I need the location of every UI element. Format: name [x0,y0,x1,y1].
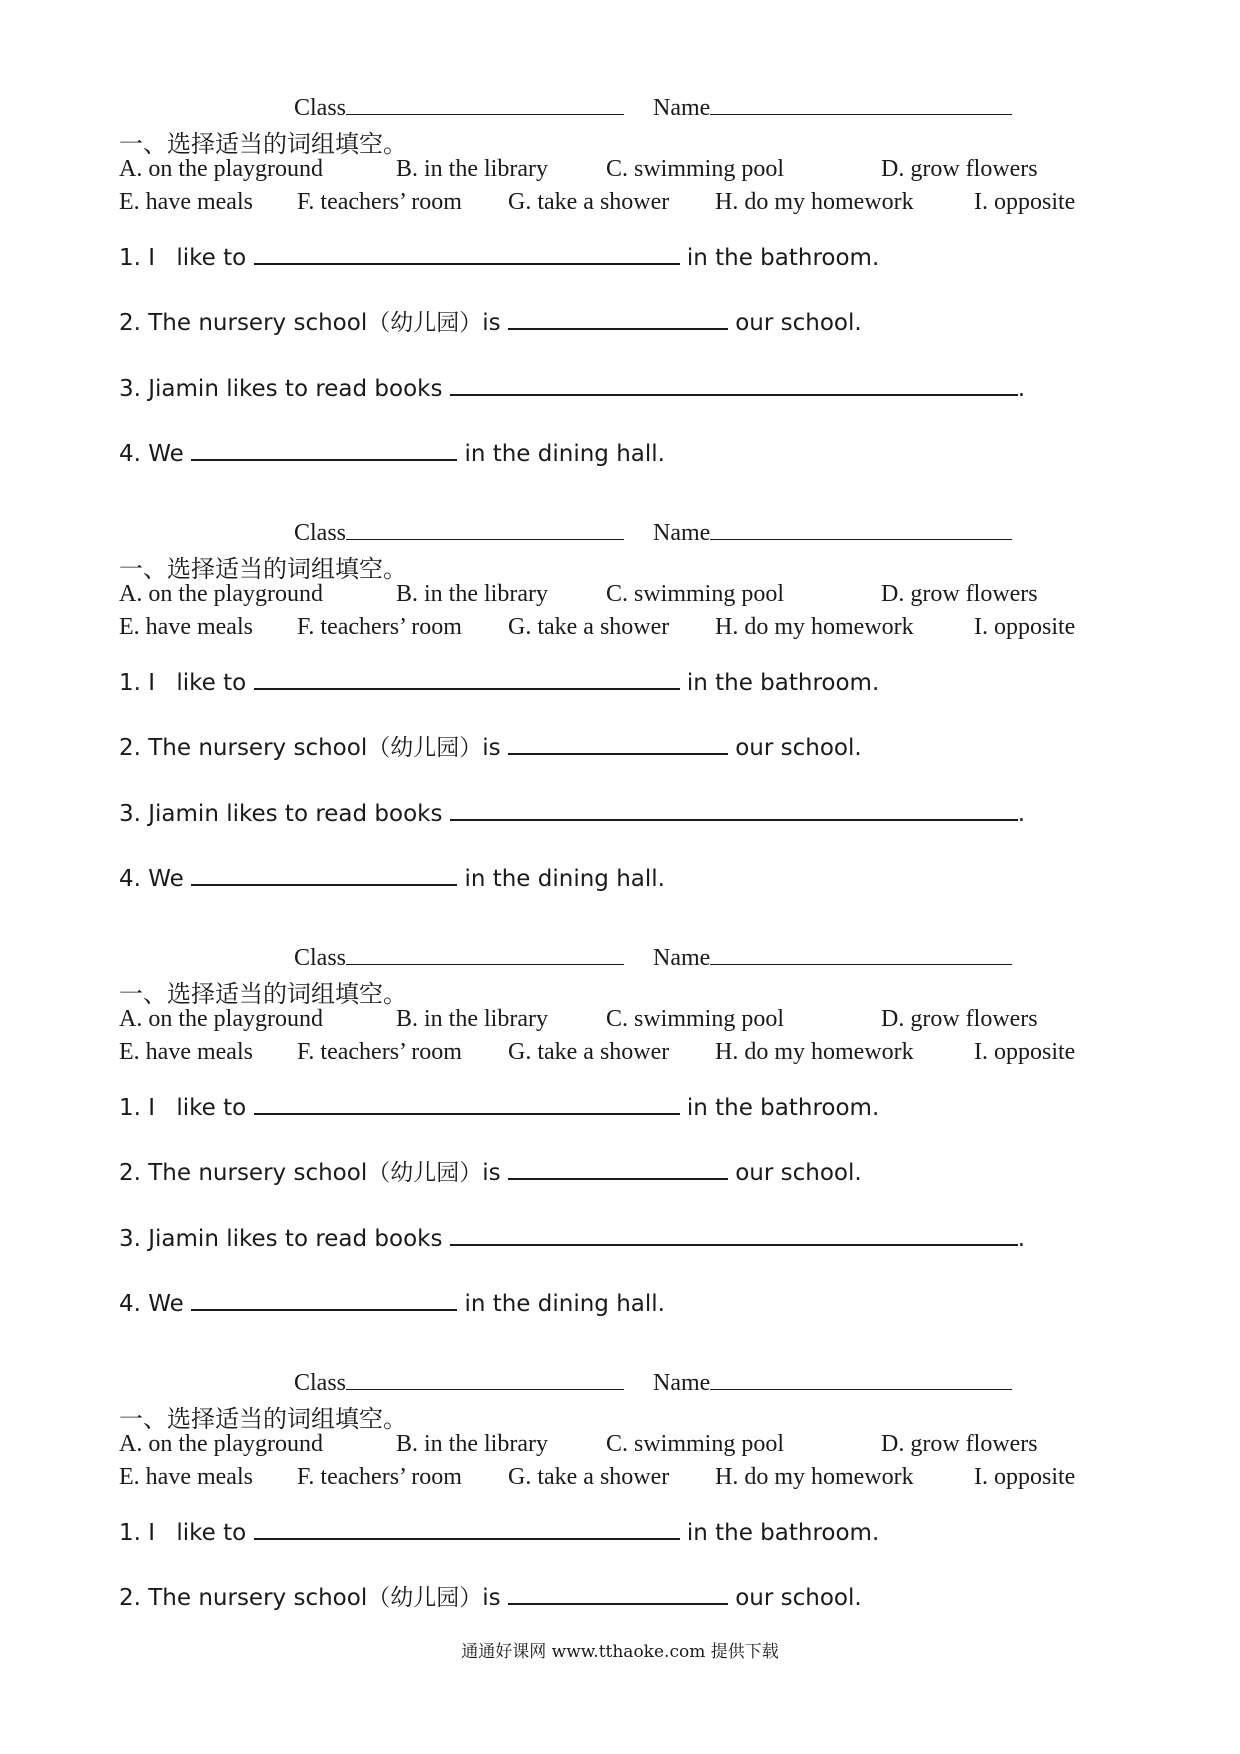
option-e: E. have meals [119,1464,253,1490]
question-number: 1. [119,670,141,696]
question-2 [119,304,862,337]
class-label: Class [294,95,347,121]
answer-blank[interactable] [508,1579,728,1605]
option-c: C. swimming pool [606,1006,785,1032]
question-text-end: in the dining hall. [464,866,665,892]
name-field [653,517,1012,547]
question-text-end: . [1017,801,1026,827]
option-h: H. do my homework [715,1464,914,1490]
option-d: D. grow flowers [881,156,1038,182]
option-b: B. in the library [396,1431,548,1457]
question-text-end: in the bathroom. [686,1095,880,1121]
answer-blank[interactable] [254,664,680,690]
question-number: 1. [119,1520,141,1546]
name-blank[interactable] [710,92,1012,115]
question-text-end: . [1017,1226,1026,1252]
question-text-end: our school. [735,1160,862,1186]
question-1 [119,239,879,271]
question-3 [119,370,1025,402]
name-field [653,92,1012,122]
class-label: Class [294,520,347,546]
option-f: F. teachers’ room [297,1464,462,1490]
answer-blank[interactable] [450,1220,1018,1246]
question-1 [119,1089,879,1121]
worksheet-block [0,425,1240,892]
question-1 [119,664,879,696]
answer-blank[interactable] [450,370,1018,396]
question-text-end: our school. [735,310,862,336]
option-f: F. teachers’ room [297,189,462,215]
question-number: 1. [119,245,141,271]
question-text: 2. The nursery school（幼儿园）is [119,1160,501,1186]
option-i: I. opposite [974,1464,1076,1490]
option-e: E. have meals [119,189,253,215]
question-2 [119,1154,862,1187]
question-text: 3. Jiamin likes to read books [119,376,443,402]
question-text-end: in the bathroom. [686,670,880,696]
question-text-end: in the bathroom. [686,245,880,271]
section-title: 一、选择适当的词组填空。 [119,1407,407,1433]
name-blank[interactable] [710,517,1012,540]
option-d: D. grow flowers [881,581,1038,607]
option-b: B. in the library [396,1006,548,1032]
name-label: Name [653,520,711,546]
option-e: E. have meals [119,614,253,640]
question-2 [119,1579,862,1612]
answer-blank[interactable] [254,239,680,265]
option-i: I. opposite [974,614,1076,640]
class-field [294,1367,624,1397]
option-d: D. grow flowers [881,1431,1038,1457]
question-1 [119,1514,879,1546]
worksheet-block [0,850,1240,1317]
question-2 [119,729,862,762]
question-subject: I [148,245,156,271]
option-e: E. have meals [119,1039,253,1065]
class-blank[interactable] [346,1367,624,1390]
option-d: D. grow flowers [881,1006,1038,1032]
question-text: 4. We [119,1291,184,1317]
question-text: like to [176,245,247,271]
footer-credit: 通通好课网 www.tthaoke.com 提供下载 [461,1642,779,1662]
name-blank[interactable] [710,942,1012,965]
name-label: Name [653,1370,711,1396]
section-title: 一、选择适当的词组填空。 [119,982,407,1008]
class-field [294,517,624,547]
class-field [294,92,624,122]
question-text: like to [176,1520,247,1546]
option-i: I. opposite [974,189,1076,215]
option-g: G. take a shower [508,1464,670,1490]
question-text: 2. The nursery school（幼儿园）is [119,1585,501,1611]
option-a: A. on the playground [119,1431,323,1457]
class-label: Class [294,1370,347,1396]
question-text: like to [176,1095,247,1121]
question-text: like to [176,670,247,696]
section-title: 一、选择适当的词组填空。 [119,557,407,583]
option-g: G. take a shower [508,189,670,215]
question-subject: I [148,670,156,696]
question-text: 2. The nursery school（幼儿园）is [119,310,501,336]
option-c: C. swimming pool [606,1431,785,1457]
name-label: Name [653,95,711,121]
option-i: I. opposite [974,1039,1076,1065]
question-text-end: in the bathroom. [686,1520,880,1546]
option-b: B. in the library [396,156,548,182]
question-text: 3. Jiamin likes to read books [119,1226,443,1252]
option-a: A. on the playground [119,156,323,182]
question-text-end: our school. [735,1585,862,1611]
answer-blank[interactable] [254,1514,680,1540]
question-text-end: in the dining hall. [464,1291,665,1317]
option-b: B. in the library [396,581,548,607]
class-blank[interactable] [346,92,624,115]
option-a: A. on the playground [119,1006,323,1032]
question-subject: I [148,1095,156,1121]
question-text: 4. We [119,441,184,467]
option-f: F. teachers’ room [297,1039,462,1065]
worksheet-block [0,1275,1240,1635]
question-text: 3. Jiamin likes to read books [119,801,443,827]
question-subject: I [148,1520,156,1546]
question-text: 4. We [119,866,184,892]
option-a: A. on the playground [119,581,323,607]
answer-blank[interactable] [450,795,1018,821]
option-c: C. swimming pool [606,156,785,182]
name-label: Name [653,945,711,971]
option-g: G. take a shower [508,1039,670,1065]
option-h: H. do my homework [715,189,914,215]
name-blank[interactable] [710,1367,1012,1390]
question-text-end: our school. [735,735,862,761]
worksheet-block [0,0,1240,467]
question-3 [119,1220,1025,1252]
answer-blank[interactable] [508,304,728,330]
name-field [653,1367,1012,1397]
class-blank[interactable] [346,942,624,965]
question-text-end: in the dining hall. [464,441,665,467]
option-c: C. swimming pool [606,581,785,607]
class-label: Class [294,945,347,971]
answer-blank[interactable] [508,1154,728,1180]
answer-blank[interactable] [254,1089,680,1115]
question-text-end: . [1017,376,1026,402]
option-f: F. teachers’ room [297,614,462,640]
option-h: H. do my homework [715,1039,914,1065]
class-field [294,942,624,972]
question-3 [119,795,1025,827]
answer-blank[interactable] [508,729,728,755]
name-field [653,942,1012,972]
class-blank[interactable] [346,517,624,540]
question-number: 1. [119,1095,141,1121]
section-title: 一、选择适当的词组填空。 [119,132,407,158]
question-text: 2. The nursery school（幼儿园）is [119,735,501,761]
option-h: H. do my homework [715,614,914,640]
option-g: G. take a shower [508,614,670,640]
